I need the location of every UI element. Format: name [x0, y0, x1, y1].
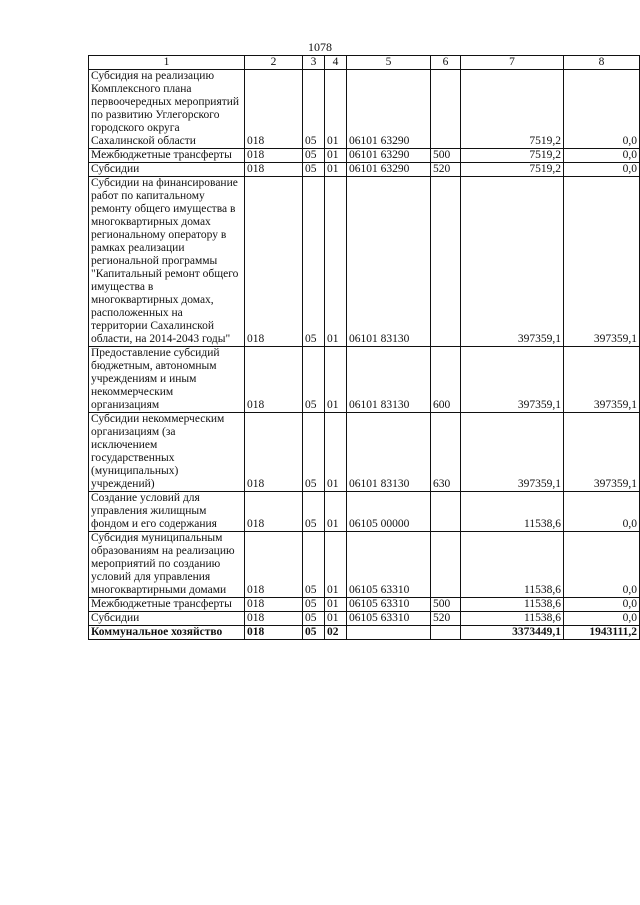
table-row	[89, 492, 640, 532]
column-header: 5	[347, 56, 431, 70]
column-header: 8	[564, 56, 640, 70]
admin-code-cell: 018	[245, 70, 303, 149]
expense-type-cell: 520	[431, 163, 461, 177]
table-row	[89, 149, 640, 163]
admin-code-cell: 018	[245, 598, 303, 612]
section-cell: 05	[303, 532, 325, 598]
section-cell: 05	[303, 70, 325, 149]
target-article-cell: 06101 83130	[347, 177, 431, 347]
expense-type-cell: 500	[431, 149, 461, 163]
target-article-cell	[347, 626, 431, 640]
amount-cell: 0,0	[564, 612, 640, 626]
admin-code-cell: 018	[245, 177, 303, 347]
admin-code-cell: 018	[245, 532, 303, 598]
row-name-cell: Субсидии некоммерческим организациям (за исключением государственных (муниципальных) учреждений)	[89, 413, 245, 492]
subsection-cell: 01	[325, 347, 347, 413]
column-header: 7	[461, 56, 564, 70]
row-name-cell: Межбюджетные трансферты	[89, 598, 245, 612]
row-name-cell: Субсидии на финансирование работ по капитальному ремонту общего имущества в многоквартирных домах региональному оператору в рамках реализации региональной программы "Капитальный ремонт общего имущества в многоквартирных домах, расположенных на территории Сахалинской области, на 2014-2043 годы"	[89, 177, 245, 347]
target-article-cell: 06105 63310	[347, 612, 431, 626]
expense-type-cell: 630	[431, 413, 461, 492]
expense-type-cell	[431, 177, 461, 347]
table-row	[89, 413, 640, 492]
amount-cell: 0,0	[564, 149, 640, 163]
row-name-cell: Субсидии	[89, 612, 245, 626]
column-header: 4	[325, 56, 347, 70]
table-body	[89, 56, 640, 640]
budget-table	[88, 55, 640, 640]
target-article-cell: 06101 83130	[347, 413, 431, 492]
section-cell: 05	[303, 626, 325, 640]
admin-code-cell: 018	[245, 149, 303, 163]
header-row	[89, 56, 640, 70]
row-name-cell: Субсидии	[89, 163, 245, 177]
subsection-cell: 01	[325, 163, 347, 177]
amount-cell: 1943111,2	[564, 626, 640, 640]
table-row	[89, 70, 640, 149]
amount-cell: 0,0	[564, 598, 640, 612]
subsection-cell: 01	[325, 149, 347, 163]
expense-type-cell: 500	[431, 598, 461, 612]
amount-cell: 0,0	[564, 163, 640, 177]
amount-cell: 7519,2	[461, 149, 564, 163]
amount-cell: 397359,1	[461, 413, 564, 492]
target-article-cell: 06101 63290	[347, 163, 431, 177]
subsection-cell: 01	[325, 70, 347, 149]
table-row	[89, 598, 640, 612]
table-row	[89, 532, 640, 598]
subsection-cell: 02	[325, 626, 347, 640]
expense-type-cell: 520	[431, 612, 461, 626]
table-row	[89, 626, 640, 640]
target-article-cell: 06105 63310	[347, 598, 431, 612]
table-row	[89, 163, 640, 177]
subsection-cell: 01	[325, 598, 347, 612]
expense-type-cell	[431, 492, 461, 532]
table-row	[89, 347, 640, 413]
column-header: 2	[245, 56, 303, 70]
amount-cell: 11538,6	[461, 532, 564, 598]
amount-cell: 11538,6	[461, 598, 564, 612]
subsection-cell: 01	[325, 532, 347, 598]
section-cell: 05	[303, 177, 325, 347]
admin-code-cell: 018	[245, 163, 303, 177]
admin-code-cell: 018	[245, 492, 303, 532]
amount-cell: 0,0	[564, 532, 640, 598]
column-header: 3	[303, 56, 325, 70]
expense-type-cell	[431, 626, 461, 640]
target-article-cell: 06101 63290	[347, 149, 431, 163]
table-row	[89, 177, 640, 347]
row-name-cell: Субсидия муниципальным образованиям на реализацию мероприятий по созданию условий для управления многоквартирными домами	[89, 532, 245, 598]
admin-code-cell: 018	[245, 347, 303, 413]
subsection-cell: 01	[325, 413, 347, 492]
target-article-cell: 06105 63310	[347, 532, 431, 598]
row-name-cell: Создание условий для управления жилищным фондом и его содержания	[89, 492, 245, 532]
subsection-cell: 01	[325, 492, 347, 532]
expense-type-cell	[431, 70, 461, 149]
amount-cell: 11538,6	[461, 612, 564, 626]
amount-cell: 11538,6	[461, 492, 564, 532]
section-cell: 05	[303, 163, 325, 177]
section-cell: 05	[303, 149, 325, 163]
amount-cell: 7519,2	[461, 70, 564, 149]
admin-code-cell: 018	[245, 626, 303, 640]
section-cell: 05	[303, 347, 325, 413]
subsection-cell: 01	[325, 177, 347, 347]
amount-cell: 0,0	[564, 70, 640, 149]
amount-cell: 397359,1	[461, 177, 564, 347]
table-row	[89, 612, 640, 626]
page-number: 1078	[308, 40, 332, 54]
admin-code-cell: 018	[245, 413, 303, 492]
section-cell: 05	[303, 612, 325, 626]
row-name-cell: Коммунальное хозяйство	[89, 626, 245, 640]
amount-cell: 397359,1	[564, 413, 640, 492]
target-article-cell: 06105 00000	[347, 492, 431, 532]
amount-cell: 397359,1	[564, 347, 640, 413]
section-cell: 05	[303, 492, 325, 532]
section-cell: 05	[303, 413, 325, 492]
amount-cell: 0,0	[564, 492, 640, 532]
column-header: 6	[431, 56, 461, 70]
amount-cell: 397359,1	[461, 347, 564, 413]
row-name-cell: Субсидия на реализацию Комплексного плана первоочередных мероприятий по развитию Углегорского городского округа Сахалинской области	[89, 70, 245, 149]
row-name-cell: Предоставление субсидий бюджетным, автономным учреждениям и иным некоммерческим организациям	[89, 347, 245, 413]
admin-code-cell: 018	[245, 612, 303, 626]
target-article-cell: 06101 63290	[347, 70, 431, 149]
section-cell: 05	[303, 598, 325, 612]
amount-cell: 3373449,1	[461, 626, 564, 640]
subsection-cell: 01	[325, 612, 347, 626]
amount-cell: 7519,2	[461, 163, 564, 177]
row-name-cell: Межбюджетные трансферты	[89, 149, 245, 163]
target-article-cell: 06101 83130	[347, 347, 431, 413]
expense-type-cell	[431, 532, 461, 598]
column-header: 1	[89, 56, 245, 70]
amount-cell: 397359,1	[564, 177, 640, 347]
expense-type-cell: 600	[431, 347, 461, 413]
